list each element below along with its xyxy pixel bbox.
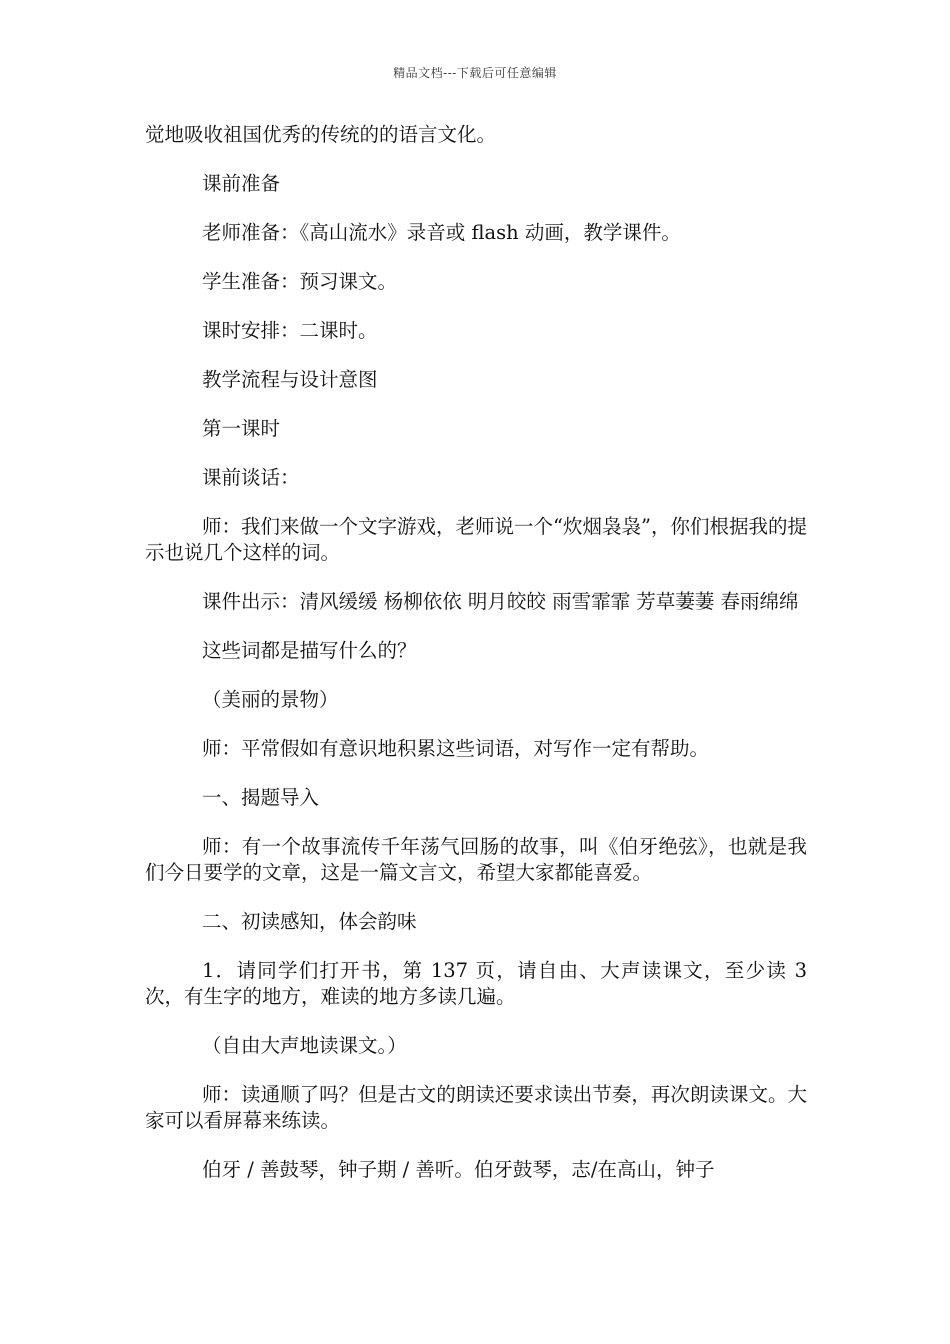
paragraph-word-game: 师：我们来做一个文字游戏，老师说一个“炊烟袅袅”，你们根据我的提示也说几个这样的词。 [145,515,807,564]
paragraph-answer: （美丽的景物） [202,688,339,711]
paragraph-accumulate: 师：平常假如有意识地积累这些词语，对写作一定有帮助。 [202,737,710,760]
paragraph-schedule: 课时安排：二课时。 [202,319,378,342]
heading-section-two: 二、初读感知，体会韵味 [202,910,417,933]
paragraph-courseware-words: 课件出示：清风缓缓 杨柳依依 明月皎皎 雨雪霏霏 芳草萋萋 春雨绵绵 [202,590,799,613]
paragraph-question: 这些词都是描写什么的？ [202,639,417,662]
paragraph-intro-continuation: 觉地吸收祖国优秀的传统的的语言文化。 [145,123,497,146]
paragraph-student-prep: 学生准备：预习课文。 [202,270,398,293]
page-header: 精品文档---下载后可任意编辑 [393,66,557,80]
document-body [145,122,807,1206]
paragraph-story-intro: 师：有一个故事流传千年荡气回肠的故事，叫《伯牙绝弦》，也就是我们今日要学的文章，这是一篇文言文，希望大家都能喜爱。 [145,835,807,884]
heading-pre-class-talk: 课前谈话： [202,466,300,489]
heading-preparation: 课前准备 [202,172,281,195]
heading-section-one: 一、揭题导入 [202,786,320,809]
paragraph-step-one: 1．请同学们打开书，第 137 页，请自由、大声读课文，至少读 3 次，有生字的地方，难读的地方多读几遍。 [145,959,807,1008]
heading-teaching-process: 教学流程与设计意图 [202,368,378,391]
heading-first-lesson: 第一课时 [202,417,281,440]
paragraph-teacher-prep: 老师准备：《高山流水》录音或 flash 动画，教学课件。 [202,221,681,244]
paragraph-text-excerpt: 伯牙 / 善鼓琴，钟子期 / 善听。伯牙鼓琴，志/在高山，钟子 [202,1158,715,1181]
paragraph-rhythm: 师：读通顺了吗？但是古文的朗读还要求读出节奏，再次朗读课文。大家可以看屏幕来练读。 [145,1083,807,1132]
paragraph-read-aloud: （自由大声地读课文。） [202,1034,407,1057]
